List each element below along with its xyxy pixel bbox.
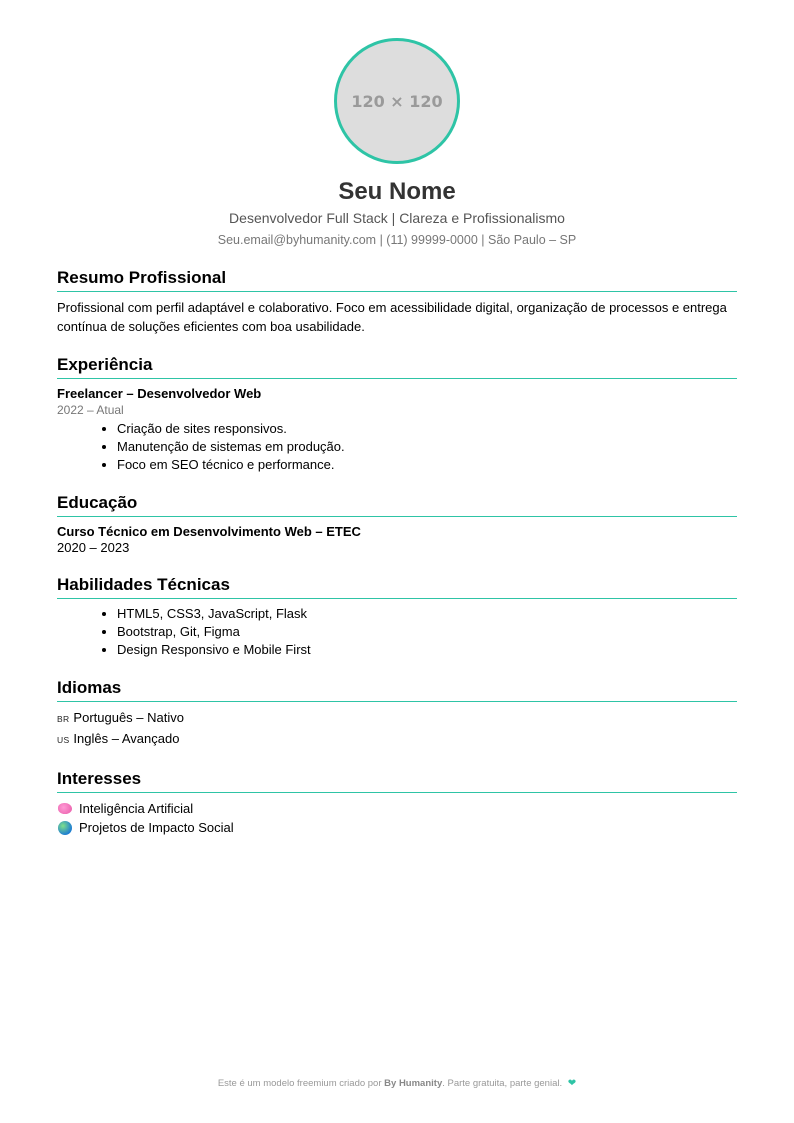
interest-label: Inteligência Artificial bbox=[79, 801, 194, 816]
footer-note bbox=[0, 1078, 794, 1089]
list-item bbox=[57, 729, 737, 750]
list-item: • Design Responsivo e Mobile First bbox=[117, 641, 737, 659]
footer-prefix: Este é um modelo freemium criado por bbox=[217, 1078, 382, 1089]
list-item: • Foco em SEO técnico e performance. bbox=[117, 456, 737, 474]
education-section bbox=[57, 492, 737, 556]
job-title: Freelancer – Desenvolvedor Web bbox=[57, 386, 262, 401]
section-title: Idiomas bbox=[57, 677, 737, 702]
section-title: Educação bbox=[57, 492, 737, 517]
list-item bbox=[57, 799, 737, 818]
brain-icon bbox=[58, 803, 72, 814]
language-label: Português – Nativo bbox=[73, 710, 184, 725]
list-item bbox=[57, 818, 737, 837]
job-period: 2022 – Atual bbox=[57, 403, 124, 417]
person-name: Seu Nome bbox=[338, 178, 456, 205]
list-item: • Bootstrap, Git, Figma bbox=[117, 623, 737, 641]
person-role: Desenvolvedor Full Stack | Clareza e Profissionalismo bbox=[229, 210, 565, 226]
interests-section bbox=[57, 768, 737, 837]
interest-label: Projetos de Impacto Social bbox=[79, 820, 234, 835]
globe-icon bbox=[58, 821, 72, 835]
footer-suffix: . Parte gratuita, parte genial. bbox=[442, 1078, 563, 1089]
language-label: Inglês – Avançado bbox=[73, 731, 180, 746]
section-title: Interesses bbox=[57, 768, 737, 793]
resume-body bbox=[0, 267, 794, 837]
list-item: • Criação de sites responsivos. bbox=[117, 420, 737, 438]
languages-section bbox=[57, 677, 737, 750]
us-flag-icon: US bbox=[57, 735, 70, 745]
experience-section bbox=[57, 354, 737, 474]
resume-header bbox=[0, 0, 794, 249]
contact-info: Seu.email@byhumanity.com | (11) 99999-0000 | São Paulo – SP bbox=[217, 233, 577, 247]
footer-brand: By Humanity bbox=[384, 1078, 443, 1089]
heart-icon: ❤ bbox=[567, 1078, 577, 1089]
summary-text: Profissional com perfil adaptável e colaborativo. Foco em acessibilidade digital, organização de processos e entrega contínua de soluções eficientes com boa usabilidade. bbox=[57, 300, 727, 334]
interests-list bbox=[57, 799, 737, 837]
section-title: Habilidades Técnicas bbox=[57, 574, 737, 599]
avatar-placeholder bbox=[334, 38, 460, 164]
job-bullets bbox=[57, 420, 737, 474]
course-period: 2020 – 2023 bbox=[57, 540, 130, 555]
languages-list bbox=[57, 708, 737, 750]
summary-section bbox=[57, 267, 737, 336]
list-item bbox=[57, 708, 737, 729]
brazil-flag-icon: BR bbox=[57, 714, 70, 724]
avatar-placeholder-label: 120 × 120 bbox=[351, 91, 443, 111]
skills-section bbox=[57, 574, 737, 659]
section-title: Experiência bbox=[57, 354, 737, 379]
course-title: Curso Técnico em Desenvolvimento Web – ETEC bbox=[57, 524, 361, 539]
list-item: • HTML5, CSS3, JavaScript, Flask bbox=[117, 605, 737, 623]
skills-list bbox=[57, 605, 737, 659]
list-item: • Manutenção de sistemas em produção. bbox=[117, 438, 737, 456]
section-title: Resumo Profissional bbox=[57, 267, 737, 292]
